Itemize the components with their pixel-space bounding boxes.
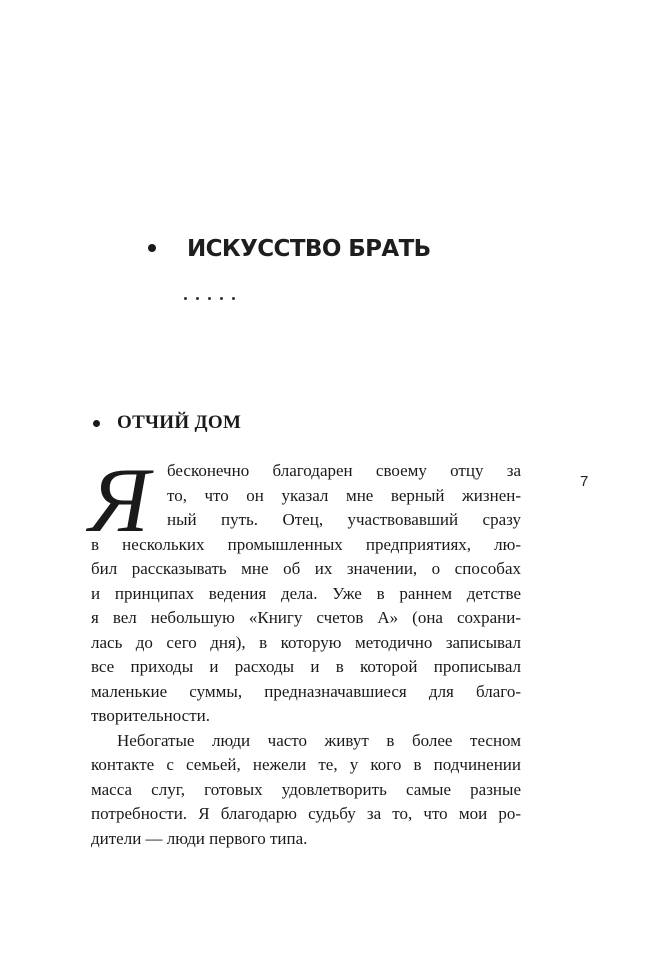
body-text: [89, 449, 521, 851]
text-line: в нескольких промышленных предприятиях, лю-: [91, 534, 521, 554]
text-line: потребности. Я благодарю судьбу за то, что мои ро-: [91, 804, 521, 823]
text-line: и принципах ведения дела. Уже в раннем детстве: [91, 583, 521, 603]
text-line: ный путь. Отец, участвовавший сразу: [167, 510, 521, 529]
text-line: я вел небольшую «Книгу счетов А» (она сохрани-: [91, 608, 521, 627]
chapter-title: ИСКУССТВО БРАТЬ: [187, 236, 431, 262]
section-title: ОТЧИЙ ДОМ: [117, 412, 242, 433]
text-line: Небогатые люди часто живут в более тесном: [117, 730, 521, 750]
text-line: лась до сего дня), в которую методично записывал: [91, 632, 521, 652]
text-line: то, что он указал мне верный жизнен-: [167, 485, 521, 505]
text-line: маленькие суммы, предназначавшиеся для благо-: [91, 681, 521, 701]
drop-cap: Я: [89, 449, 150, 551]
dot-divider: [184, 297, 235, 300]
section-heading: [93, 412, 241, 434]
divider-dot: [220, 297, 223, 300]
text-line: масса слуг, готовых удовлетворить самые разные: [91, 779, 521, 799]
divider-dot: [196, 297, 199, 300]
text-line: все приходы и расходы и в которой прописывал: [91, 657, 521, 676]
divider-dot: [184, 297, 187, 300]
paragraph-1: [91, 459, 521, 729]
text-line: контакте с семьей, нежели те, у кого в подчинении: [91, 755, 521, 774]
text-line: бил рассказывать мне об их значении, о способах: [91, 559, 521, 578]
paragraph-2: [91, 729, 521, 852]
text-line: дители — люди первого типа.: [91, 828, 308, 848]
bullet-icon: [148, 244, 156, 252]
text-line: бесконечно благодарен своему отцу за: [167, 461, 521, 480]
page-number: 7: [580, 473, 589, 490]
chapter-heading: [148, 236, 431, 262]
bullet-icon: [93, 420, 100, 427]
text-line: творительности.: [91, 706, 210, 725]
divider-dot: [208, 297, 211, 300]
divider-dot: [232, 297, 235, 300]
